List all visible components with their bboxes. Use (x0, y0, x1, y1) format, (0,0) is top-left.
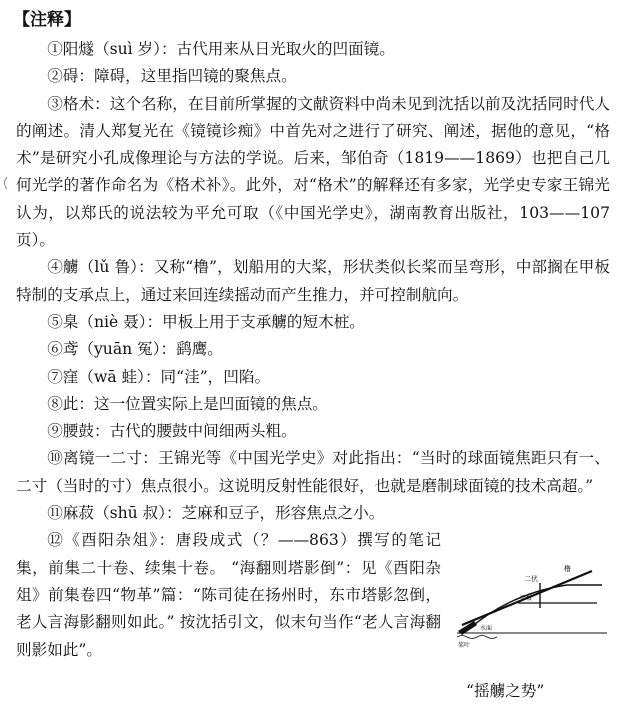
note-9: ⑨腰鼓：古代的腰鼓中间细两头粗。 (47, 422, 297, 441)
note-6: ⑥鸢（yuān 冤）：鹞鹰。 (47, 340, 223, 359)
section-title: 【注释】 (13, 10, 81, 30)
label-oar: 橹 (564, 565, 571, 573)
margin-parenthesis-mark (2, 176, 8, 190)
figure-caption: “摇艣之势” (466, 682, 545, 700)
note-11: ⑪麻菽（shū 叔）：芝麻和豆子，形容焦点之小。 (47, 504, 385, 523)
water-waves (457, 636, 497, 639)
label-deck: 甲板 (520, 595, 533, 602)
note-10: ⑩离镜一二寸：王锦光等《中国光学史》对此指出：“当时的球面镜焦距只有一、二寸（当时的寸）焦点很小。这说明反射性能很好，也就是磨制球面镜的技术高超。” (16, 449, 610, 495)
label-erfu: 二伏 (524, 575, 538, 583)
label-water: 水面 (480, 625, 493, 632)
note-4: ④艣（lǔ 鲁）：又称“橹”，划船用的大桨，形状类似长桨而呈弯形，中部搁在甲板特制的支承点上，通过来回连续摇动而产生推力，并可控制航向。 (16, 258, 610, 304)
note-7: ⑦窪（wā 蛙）：同“洼”，凹陷。 (47, 367, 271, 386)
oar-diagram-svg (452, 563, 612, 673)
label-blade: 桨叶 (458, 642, 471, 649)
note-3: ③格术：这个名称，在目前所掌握的文献资料中尚未见到沈括以前及沈括同时代人的阐述。清人郑复光在《镜镜诊痴》中首先对之进行了研究、阐述，据他的意见，“格术”是研究小孔成像理论与方法的学说。后来，邹伯奇（1819——1869）也把自己几何光学的著作命名为《格术补》。此外，对“格术”的解释还有多家，光学史专家王锦光认为，以郑氏的说法较为平允可取（《中国光学史》，湖南教育出版社，103——107 页）。 (16, 94, 610, 250)
note-8: ⑧此：这一位置实际上是凹面镜的焦点。 (47, 394, 328, 413)
note-5: ⑤臬（niè 聂）：甲板上用于支承艣的短木桩。 (47, 312, 365, 331)
note-2: ②碍：障碍，这里指凹镜的聚焦点。 (47, 67, 297, 86)
note-1: ①阳燧（suì 岁）：古代用来从日光取火的凹面镜。 (47, 40, 395, 58)
hull-curve (470, 585, 602, 628)
note-12: ⑫《酉阳杂俎》：唐段成式（？——863）撰写的笔记集，前集二十卷、续集十卷。 “海翻则塔影倒”：见《酉阳杂俎》前集卷四“物革”篇：“陈司徒在扬州时，东市塔影忽倒，老人言海影翻则如此。” 按沈括引文，似末句当作“老人言海翻则影如此”。 (16, 531, 441, 659)
